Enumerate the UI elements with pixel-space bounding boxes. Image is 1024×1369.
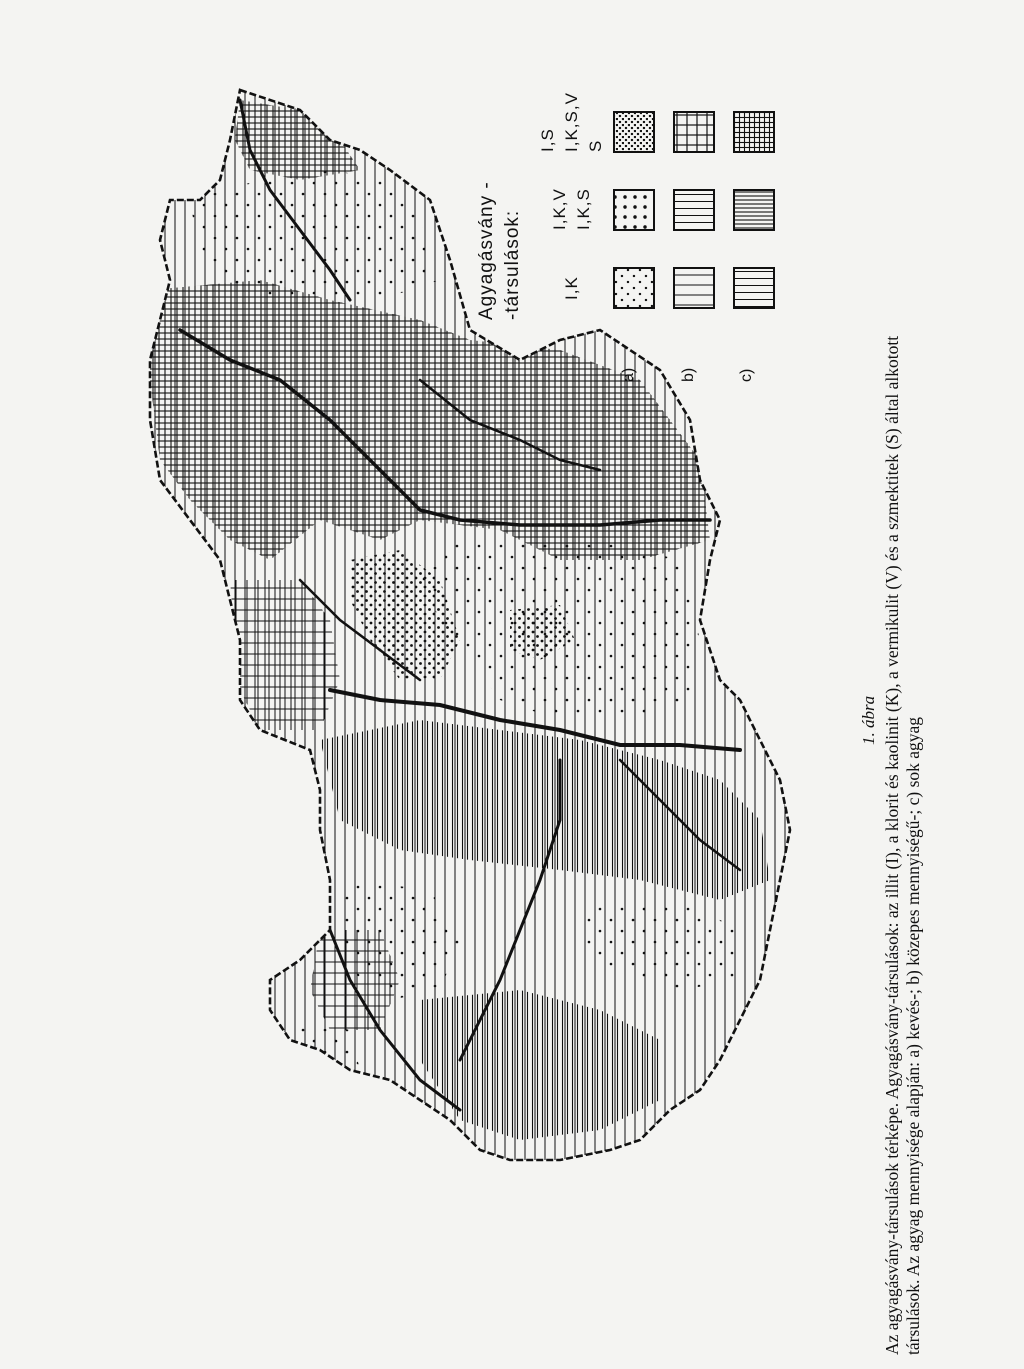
figure-caption (858, 15, 948, 1355)
caption-line-2: társulások. Az agyag mennyisége alapján: a) kevés-; b) közepes mennyiségű-; c) sok agyag (903, 716, 923, 1355)
region-grid-dense-northeast (235, 100, 360, 180)
legend-swatches (612, 70, 782, 310)
figure-label: 1. ábra (859, 695, 878, 745)
figure-caption-inner (858, 15, 948, 1355)
legend-title-line2: -társulások: (502, 209, 523, 320)
legend-row-label-a: a) (620, 367, 637, 382)
legend-column-label-3a: I,S (538, 128, 557, 152)
swatch-b-1 (674, 268, 714, 308)
swatch-a-1 (614, 268, 654, 308)
swatch-a-2 (614, 190, 654, 230)
legend-column-label-1: I,K (562, 276, 581, 300)
legend (470, 60, 755, 430)
swatch-b-3 (674, 112, 714, 152)
legend-row-label-b: b) (680, 367, 697, 382)
legend-title-line1: Agyagásvány - (476, 181, 497, 320)
legend-inner (470, 60, 755, 430)
legend-column-label-2b: I,K,S (574, 188, 593, 230)
swatch-b-2 (674, 190, 714, 230)
swatch-c-1 (734, 268, 774, 308)
swatch-a-3 (614, 112, 654, 152)
legend-row-label-c: c) (738, 368, 755, 382)
legend-column-label-3b: I,K,S,V (562, 92, 581, 152)
caption-line-1: Az agyagásvány-társulások térképe. Agyagásvány-társulások: az illit (I), a klorit és kaolinit (K), a vermikulit (V) és a szmektitek (S) által alkotott (882, 335, 902, 1355)
legend-column-label-2a: I,K,V (550, 188, 569, 230)
swatch-c-2 (734, 190, 774, 230)
legend-column-label-3c: S (586, 139, 605, 152)
swatch-c-3 (734, 112, 774, 152)
